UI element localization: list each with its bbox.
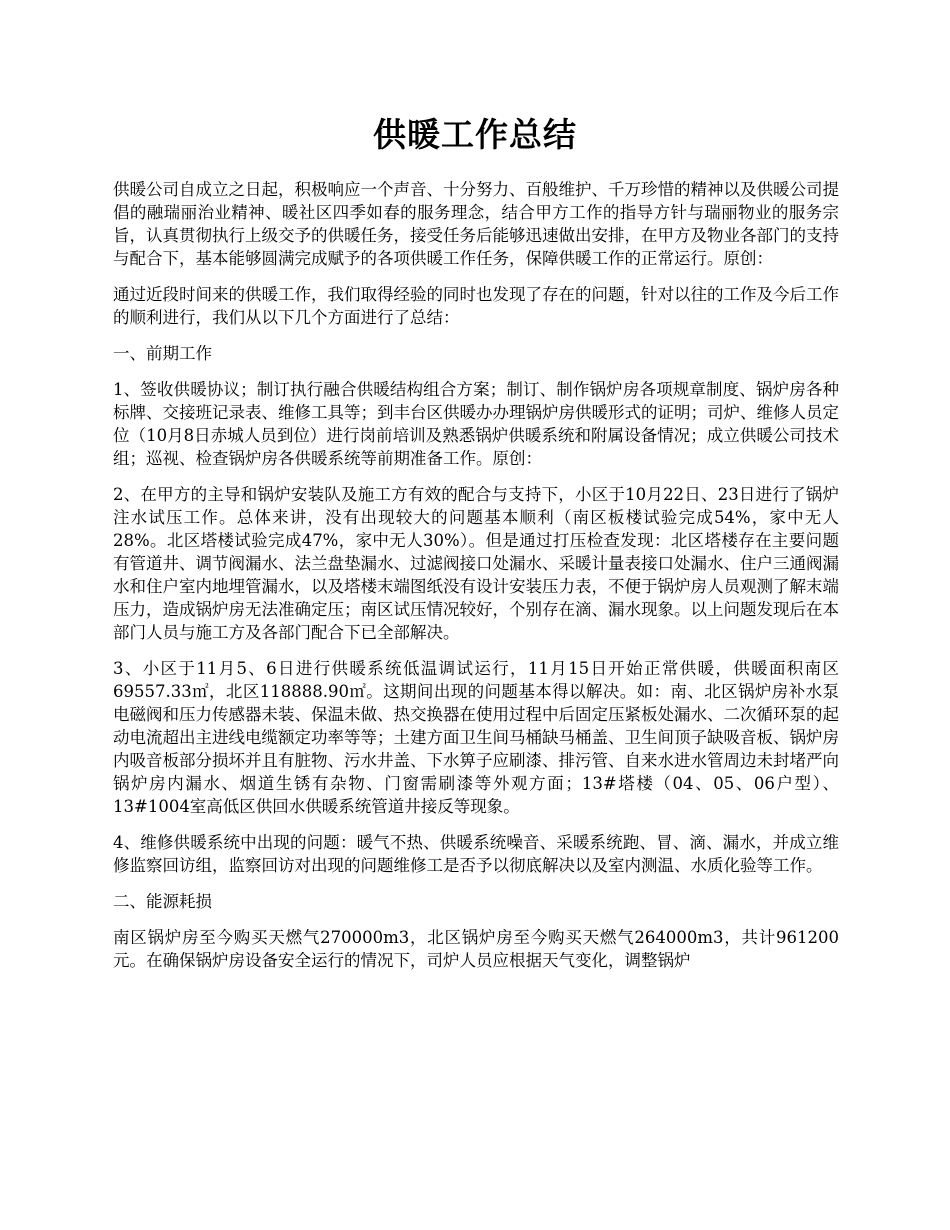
paragraph-item-4: 4、维修供暖系统中出现的问题：暖气不热、供暖系统噪音、采暖系统跑、冒、滴、漏水，并成立维修监察回访组，监察回访对出现的问题维修工是否予以彻底解决以及室内测温、水质化验等工作。 (113, 833, 839, 875)
section-heading-preliminary-work: 一、前期工作 (113, 344, 212, 363)
paragraph-item-1: 1、签收供暖协议；制订执行融合供暖结构组合方案；制订、制作锅炉房各项规章制度、锅炉房各种标牌、交接班记录表、维修工具等；到丰台区供暖办办理锅炉房供暖形式的证明；司炉、维修人员定位（10月8日赤城人员到位）进行岗前培训及熟悉锅炉供暖系统和附属设备情况；成立供暖公司技术组；巡视、检查锅炉房各供暖系统等前期准备工作。原创： (113, 380, 839, 468)
section-heading-energy-consumption: 二、能源耗损 (113, 892, 212, 911)
paragraph-intro: 供暖公司自成立之日起，积极响应一个声音、十分努力、百般维护、千万珍惜的精神以及供暖公司提倡的融瑞丽治业精神、暖社区四季如春的服务理念，结合甲方工作的指导方针与瑞丽物业的服务宗旨，认真贯彻执行上级交予的供暖任务，接受任务后能够迅速做出安排，在甲方及物业各部门的支持与配合下，基本能够圆满完成赋予的各项供暖工作任务，保障供暖工作的正常运行。原创： (113, 180, 839, 268)
paragraph-item-2: 2、在甲方的主导和锅炉安装队及施工方有效的配合与支持下，小区于10月22日、23日进行了锅炉注水试压工作。总体来讲，没有出现较大的问题基本顺利（南区板楼试验完成54%，家中无人28%。北区塔楼试验完成47%，家中无人30%）。但是通过打压检查发现：北区塔楼存在主要问题有管道井、调节阀漏水、法兰盘垫漏水、过滤阀接口处漏水、采暖计量表接口处漏水、住户三通阀漏水和住户室内地埋管漏水，以及塔楼末端图纸没有设计安装压力表，不便于锅炉房人员观测了解末端压力，造成锅炉房无法准确定压；南区试压情况较好，个别存在滴、漏水现象。以上问题发现后在本部门人员与施工方及各部门配合下已全部解决。 (113, 485, 839, 642)
paragraph-item-3: 3、小区于11月5、6日进行供暖系统低温调试运行，11月15日开始正常供暖，供暖面积南区69557.33㎡，北区118888.90㎡。这期间出现的问题基本得以解决。如：南、北区锅炉房补水泵电磁阀和压力传感器未装、保温未做、热交换器在使用过程中后固定压紧板处漏水、二次循环泵的起动电流超出主进线电缆额定功率等等；土建方面卫生间马桶缺马桶盖、卫生间顶子缺吸音板、锅炉房内吸音板部分损坏并且有脏物、污水井盖、下水箅子应刷漆、排污管、自来水进水管周边未封堵严向锅炉房内漏水、烟道生锈有杂物、门窗需刷漆等外观方面；13#塔楼（04、05、06户型）、13#1004室高低区供回水供暖系统管道井接反等现象。 (113, 659, 839, 816)
paragraph-summary-intro: 通过近段时间来的供暖工作，我们取得经验的同时也发现了存在的问题，针对以往的工作及今后工作的顺利进行，我们从以下几个方面进行了总结： (113, 285, 839, 327)
document-body (113, 178, 839, 985)
paragraph-energy: 南区锅炉房至今购买天燃气270000m3，北区锅炉房至今购买天燃气264000m3，共计961200元。在确保锅炉房设备安全运行的情况下，司炉人员应根据天气变化，调整锅炉 (113, 928, 839, 970)
document-title: 供暖工作总结 (373, 115, 577, 154)
